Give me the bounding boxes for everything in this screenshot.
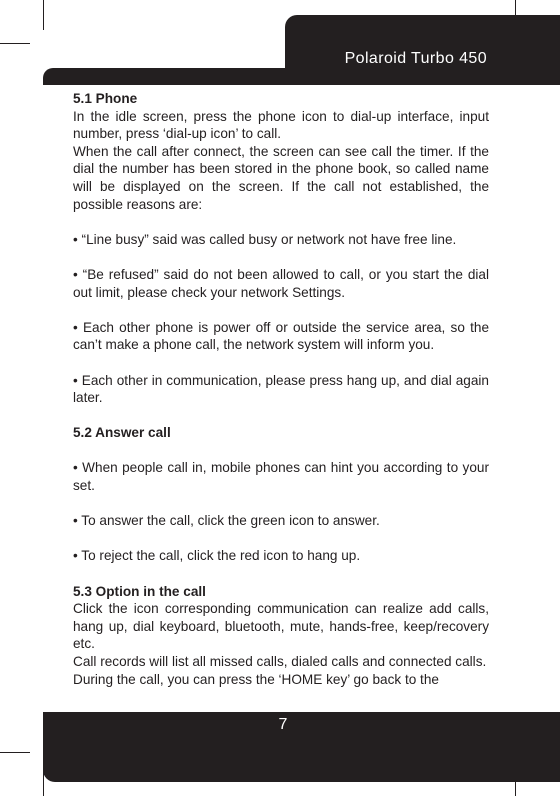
section-heading-phone: 5.1 Phone <box>73 91 138 106</box>
bullet-item: • To answer the call, click the green icon to answer. <box>73 513 380 529</box>
page-number: 7 <box>278 716 288 733</box>
bullet-item: • To reject the call, click the red icon to hang up. <box>73 548 361 564</box>
paragraph: When the call after connect, the screen can see call the timer. If the dial the number has been stored in the phone book, so called name will be displayed on the screen. If the call not established, the possible reasons are: <box>73 143 489 212</box>
header-band <box>43 68 560 85</box>
bullet-item: • Each other phone is power off or outside the service area, so the can’t make a phone call, the network system will inform you. <box>73 319 489 353</box>
crop-mark-top-left-h <box>0 43 30 44</box>
section-heading-answer-call: 5.2 Answer call <box>73 425 171 441</box>
header-title: Polaroid Turbo 450 <box>344 50 487 67</box>
bullet-item: • “Be refused” said do not been allowed to call, or you start the dial out limit, please check your network Settings. <box>73 266 489 300</box>
paragraph: In the idle screen, press the phone icon to dial-up interface, input number, press ‘dial-up icon’ to call. <box>73 108 489 142</box>
paragraph: Click the icon corresponding communication can realize add calls, hang up, dial keyboard, bluetooth, mute, hands-free, keep/recovery etc. <box>73 601 489 652</box>
section-heading-option-in-call: 5.3 Option in the call <box>73 583 206 599</box>
bullet-item: • “Line busy” said was called busy or network not have free line. <box>73 231 457 247</box>
crop-mark-top-left-v <box>43 0 44 30</box>
paragraph: Call records will list all missed calls, dialed calls and connected calls. <box>73 654 487 669</box>
paragraph: During the call, you can press the ‘HOME key’ go back to the <box>73 671 439 687</box>
bullet-item: • Each other in communication, please press hang up, and dial again later. <box>73 372 489 406</box>
bullet-item: • When people call in, mobile phones can hint you according to your set. <box>73 460 489 494</box>
page-content <box>73 90 489 688</box>
crop-mark-bottom-left-h <box>0 752 30 753</box>
